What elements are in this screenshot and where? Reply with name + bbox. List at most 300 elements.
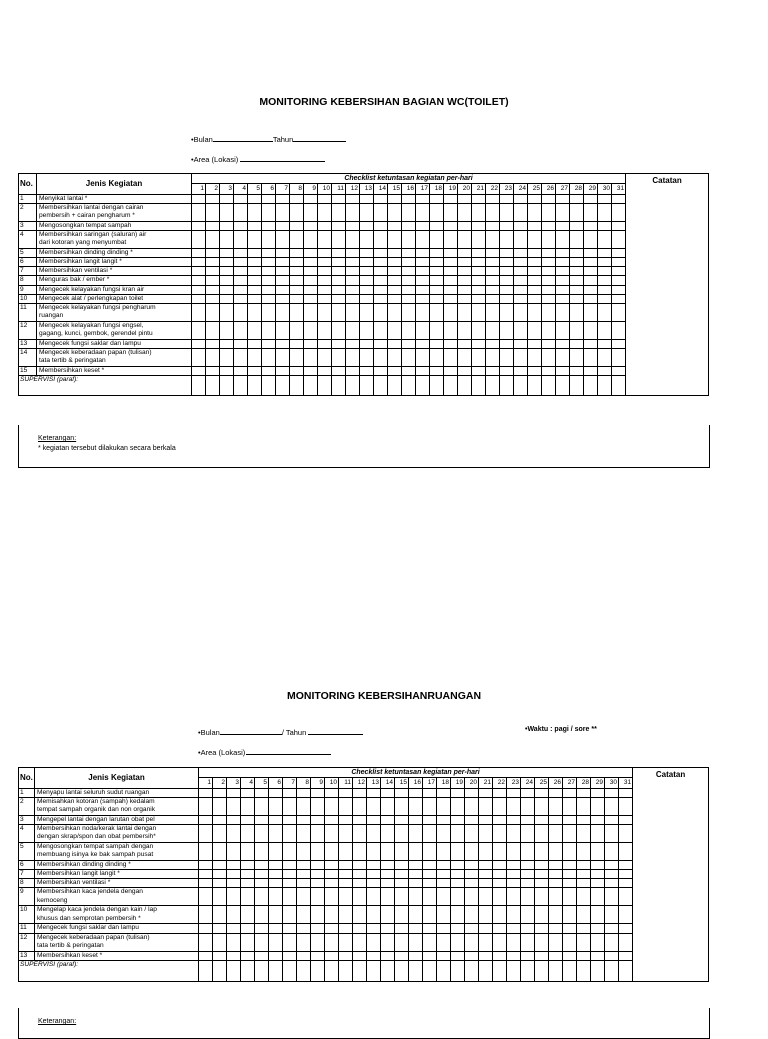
check-cell[interactable] xyxy=(577,861,591,870)
check-cell[interactable] xyxy=(360,267,374,276)
check-cell[interactable] xyxy=(283,906,297,924)
check-cell[interactable] xyxy=(402,321,416,339)
check-cell[interactable] xyxy=(556,285,570,294)
check-cell[interactable] xyxy=(409,870,423,879)
check-cell[interactable] xyxy=(472,366,486,375)
check-cell[interactable] xyxy=(500,303,514,321)
check-cell[interactable] xyxy=(346,285,360,294)
check-cell[interactable] xyxy=(290,258,304,267)
check-cell[interactable] xyxy=(598,204,612,222)
check-cell[interactable] xyxy=(486,231,500,249)
check-cell[interactable] xyxy=(213,906,227,924)
check-cell[interactable] xyxy=(423,789,437,798)
check-cell[interactable] xyxy=(241,816,255,825)
form1-year-input[interactable] xyxy=(293,133,346,142)
check-cell[interactable] xyxy=(423,861,437,870)
check-cell[interactable] xyxy=(234,195,248,204)
check-cell[interactable] xyxy=(549,879,563,888)
check-cell[interactable] xyxy=(563,906,577,924)
check-cell[interactable] xyxy=(332,231,346,249)
check-cell[interactable] xyxy=(605,825,619,843)
check-cell[interactable] xyxy=(388,339,402,348)
check-cell[interactable] xyxy=(374,204,388,222)
check-cell[interactable] xyxy=(262,258,276,267)
check-cell[interactable] xyxy=(339,888,353,906)
check-cell[interactable] xyxy=(486,249,500,258)
check-cell[interactable] xyxy=(206,285,220,294)
check-cell[interactable] xyxy=(311,798,325,816)
check-cell[interactable] xyxy=(367,906,381,924)
check-cell[interactable] xyxy=(458,321,472,339)
check-cell[interactable] xyxy=(395,870,409,879)
check-cell[interactable] xyxy=(591,825,605,843)
check-cell[interactable] xyxy=(619,924,633,933)
check-cell[interactable] xyxy=(318,339,332,348)
check-cell[interactable] xyxy=(542,195,556,204)
check-cell[interactable] xyxy=(542,276,556,285)
check-cell[interactable] xyxy=(360,258,374,267)
check-cell[interactable] xyxy=(248,267,262,276)
check-cell[interactable] xyxy=(409,906,423,924)
check-cell[interactable] xyxy=(332,276,346,285)
check-cell[interactable] xyxy=(255,888,269,906)
check-cell[interactable] xyxy=(304,294,318,303)
check-cell[interactable] xyxy=(528,348,542,366)
check-cell[interactable] xyxy=(304,204,318,222)
check-cell[interactable] xyxy=(325,933,339,951)
check-cell[interactable] xyxy=(332,258,346,267)
check-cell[interactable] xyxy=(192,267,206,276)
check-cell[interactable] xyxy=(388,249,402,258)
check-cell[interactable] xyxy=(598,303,612,321)
check-cell[interactable] xyxy=(430,222,444,231)
check-cell[interactable] xyxy=(556,258,570,267)
signature-cell[interactable] xyxy=(605,960,619,981)
check-cell[interactable] xyxy=(598,366,612,375)
check-cell[interactable] xyxy=(479,843,493,861)
check-cell[interactable] xyxy=(402,294,416,303)
check-cell[interactable] xyxy=(465,870,479,879)
check-cell[interactable] xyxy=(311,825,325,843)
check-cell[interactable] xyxy=(339,798,353,816)
check-cell[interactable] xyxy=(563,798,577,816)
check-cell[interactable] xyxy=(367,861,381,870)
check-cell[interactable] xyxy=(465,888,479,906)
check-cell[interactable] xyxy=(255,906,269,924)
signature-cell[interactable] xyxy=(577,960,591,981)
check-cell[interactable] xyxy=(402,303,416,321)
check-cell[interactable] xyxy=(563,870,577,879)
check-cell[interactable] xyxy=(507,825,521,843)
check-cell[interactable] xyxy=(255,843,269,861)
check-cell[interactable] xyxy=(479,789,493,798)
check-cell[interactable] xyxy=(500,267,514,276)
check-cell[interactable] xyxy=(416,276,430,285)
check-cell[interactable] xyxy=(591,933,605,951)
check-cell[interactable] xyxy=(220,276,234,285)
check-cell[interactable] xyxy=(353,951,367,960)
check-cell[interactable] xyxy=(605,861,619,870)
check-cell[interactable] xyxy=(584,294,598,303)
check-cell[interactable] xyxy=(507,951,521,960)
check-cell[interactable] xyxy=(311,888,325,906)
check-cell[interactable] xyxy=(486,339,500,348)
check-cell[interactable] xyxy=(374,195,388,204)
signature-cell[interactable] xyxy=(528,375,542,395)
check-cell[interactable] xyxy=(402,285,416,294)
check-cell[interactable] xyxy=(311,933,325,951)
check-cell[interactable] xyxy=(388,276,402,285)
check-cell[interactable] xyxy=(535,951,549,960)
check-cell[interactable] xyxy=(584,348,598,366)
signature-cell[interactable] xyxy=(297,960,311,981)
check-cell[interactable] xyxy=(206,204,220,222)
check-cell[interactable] xyxy=(570,204,584,222)
check-cell[interactable] xyxy=(542,249,556,258)
check-cell[interactable] xyxy=(241,843,255,861)
check-cell[interactable] xyxy=(276,303,290,321)
check-cell[interactable] xyxy=(444,348,458,366)
check-cell[interactable] xyxy=(458,303,472,321)
check-cell[interactable] xyxy=(269,861,283,870)
check-cell[interactable] xyxy=(339,870,353,879)
check-cell[interactable] xyxy=(437,933,451,951)
check-cell[interactable] xyxy=(276,276,290,285)
check-cell[interactable] xyxy=(619,879,633,888)
signature-cell[interactable] xyxy=(381,960,395,981)
check-cell[interactable] xyxy=(563,879,577,888)
check-cell[interactable] xyxy=(269,924,283,933)
check-cell[interactable] xyxy=(444,321,458,339)
check-cell[interactable] xyxy=(409,861,423,870)
check-cell[interactable] xyxy=(437,924,451,933)
check-cell[interactable] xyxy=(563,888,577,906)
check-cell[interactable] xyxy=(556,249,570,258)
check-cell[interactable] xyxy=(479,816,493,825)
check-cell[interactable] xyxy=(388,294,402,303)
check-cell[interactable] xyxy=(206,249,220,258)
check-cell[interactable] xyxy=(241,825,255,843)
check-cell[interactable] xyxy=(472,294,486,303)
check-cell[interactable] xyxy=(479,933,493,951)
check-cell[interactable] xyxy=(304,366,318,375)
check-cell[interactable] xyxy=(353,933,367,951)
check-cell[interactable] xyxy=(276,222,290,231)
check-cell[interactable] xyxy=(416,285,430,294)
signature-cell[interactable] xyxy=(262,375,276,395)
check-cell[interactable] xyxy=(612,204,626,222)
check-cell[interactable] xyxy=(402,366,416,375)
check-cell[interactable] xyxy=(360,339,374,348)
check-cell[interactable] xyxy=(479,870,493,879)
check-cell[interactable] xyxy=(353,825,367,843)
check-cell[interactable] xyxy=(199,816,213,825)
check-cell[interactable] xyxy=(374,348,388,366)
check-cell[interactable] xyxy=(290,285,304,294)
check-cell[interactable] xyxy=(388,222,402,231)
check-cell[interactable] xyxy=(598,195,612,204)
check-cell[interactable] xyxy=(493,870,507,879)
check-cell[interactable] xyxy=(241,906,255,924)
check-cell[interactable] xyxy=(402,339,416,348)
check-cell[interactable] xyxy=(332,285,346,294)
check-cell[interactable] xyxy=(528,231,542,249)
check-cell[interactable] xyxy=(339,843,353,861)
check-cell[interactable] xyxy=(360,366,374,375)
check-cell[interactable] xyxy=(248,204,262,222)
check-cell[interactable] xyxy=(465,879,479,888)
check-cell[interactable] xyxy=(465,816,479,825)
check-cell[interactable] xyxy=(577,888,591,906)
check-cell[interactable] xyxy=(584,285,598,294)
check-cell[interactable] xyxy=(514,267,528,276)
check-cell[interactable] xyxy=(353,798,367,816)
check-cell[interactable] xyxy=(514,249,528,258)
check-cell[interactable] xyxy=(283,888,297,906)
check-cell[interactable] xyxy=(199,798,213,816)
check-cell[interactable] xyxy=(248,348,262,366)
check-cell[interactable] xyxy=(458,285,472,294)
check-cell[interactable] xyxy=(241,924,255,933)
check-cell[interactable] xyxy=(437,825,451,843)
check-cell[interactable] xyxy=(353,789,367,798)
check-cell[interactable] xyxy=(290,195,304,204)
check-cell[interactable] xyxy=(591,924,605,933)
check-cell[interactable] xyxy=(220,303,234,321)
check-cell[interactable] xyxy=(374,249,388,258)
check-cell[interactable] xyxy=(220,222,234,231)
check-cell[interactable] xyxy=(276,249,290,258)
check-cell[interactable] xyxy=(591,798,605,816)
check-cell[interactable] xyxy=(269,951,283,960)
check-cell[interactable] xyxy=(332,366,346,375)
check-cell[interactable] xyxy=(367,798,381,816)
check-cell[interactable] xyxy=(535,798,549,816)
signature-cell[interactable] xyxy=(479,960,493,981)
check-cell[interactable] xyxy=(227,951,241,960)
check-cell[interactable] xyxy=(346,366,360,375)
check-cell[interactable] xyxy=(619,816,633,825)
signature-cell[interactable] xyxy=(388,375,402,395)
check-cell[interactable] xyxy=(535,924,549,933)
check-cell[interactable] xyxy=(619,906,633,924)
check-cell[interactable] xyxy=(584,321,598,339)
check-cell[interactable] xyxy=(472,267,486,276)
check-cell[interactable] xyxy=(227,933,241,951)
check-cell[interactable] xyxy=(346,294,360,303)
signature-cell[interactable] xyxy=(598,375,612,395)
check-cell[interactable] xyxy=(570,276,584,285)
check-cell[interactable] xyxy=(458,195,472,204)
check-cell[interactable] xyxy=(486,366,500,375)
check-cell[interactable] xyxy=(444,195,458,204)
check-cell[interactable] xyxy=(563,843,577,861)
check-cell[interactable] xyxy=(493,879,507,888)
check-cell[interactable] xyxy=(521,888,535,906)
check-cell[interactable] xyxy=(591,951,605,960)
check-cell[interactable] xyxy=(318,285,332,294)
check-cell[interactable] xyxy=(220,285,234,294)
check-cell[interactable] xyxy=(598,222,612,231)
check-cell[interactable] xyxy=(507,816,521,825)
check-cell[interactable] xyxy=(528,267,542,276)
check-cell[interactable] xyxy=(374,294,388,303)
check-cell[interactable] xyxy=(276,285,290,294)
check-cell[interactable] xyxy=(304,258,318,267)
check-cell[interactable] xyxy=(192,195,206,204)
check-cell[interactable] xyxy=(255,879,269,888)
check-cell[interactable] xyxy=(269,843,283,861)
check-cell[interactable] xyxy=(206,258,220,267)
check-cell[interactable] xyxy=(276,231,290,249)
check-cell[interactable] xyxy=(276,321,290,339)
check-cell[interactable] xyxy=(304,303,318,321)
check-cell[interactable] xyxy=(570,366,584,375)
check-cell[interactable] xyxy=(395,843,409,861)
check-cell[interactable] xyxy=(528,285,542,294)
check-cell[interactable] xyxy=(199,879,213,888)
check-cell[interactable] xyxy=(304,321,318,339)
check-cell[interactable] xyxy=(248,258,262,267)
check-cell[interactable] xyxy=(521,906,535,924)
check-cell[interactable] xyxy=(353,879,367,888)
check-cell[interactable] xyxy=(423,870,437,879)
check-cell[interactable] xyxy=(360,195,374,204)
check-cell[interactable] xyxy=(304,231,318,249)
check-cell[interactable] xyxy=(535,870,549,879)
check-cell[interactable] xyxy=(360,276,374,285)
check-cell[interactable] xyxy=(451,861,465,870)
check-cell[interactable] xyxy=(269,798,283,816)
check-cell[interactable] xyxy=(402,348,416,366)
check-cell[interactable] xyxy=(318,303,332,321)
check-cell[interactable] xyxy=(598,267,612,276)
check-cell[interactable] xyxy=(283,951,297,960)
check-cell[interactable] xyxy=(416,267,430,276)
check-cell[interactable] xyxy=(584,276,598,285)
check-cell[interactable] xyxy=(318,249,332,258)
check-cell[interactable] xyxy=(612,267,626,276)
check-cell[interactable] xyxy=(276,267,290,276)
check-cell[interactable] xyxy=(325,906,339,924)
check-cell[interactable] xyxy=(535,933,549,951)
form2-area-input[interactable] xyxy=(246,746,331,755)
check-cell[interactable] xyxy=(325,861,339,870)
check-cell[interactable] xyxy=(563,933,577,951)
check-cell[interactable] xyxy=(556,204,570,222)
check-cell[interactable] xyxy=(486,303,500,321)
check-cell[interactable] xyxy=(199,906,213,924)
check-cell[interactable] xyxy=(213,879,227,888)
check-cell[interactable] xyxy=(220,267,234,276)
check-cell[interactable] xyxy=(227,825,241,843)
check-cell[interactable] xyxy=(514,204,528,222)
check-cell[interactable] xyxy=(612,222,626,231)
check-cell[interactable] xyxy=(283,870,297,879)
signature-cell[interactable] xyxy=(486,375,500,395)
check-cell[interactable] xyxy=(556,366,570,375)
check-cell[interactable] xyxy=(570,303,584,321)
check-cell[interactable] xyxy=(612,303,626,321)
check-cell[interactable] xyxy=(430,276,444,285)
check-cell[interactable] xyxy=(220,258,234,267)
check-cell[interactable] xyxy=(423,933,437,951)
check-cell[interactable] xyxy=(479,798,493,816)
check-cell[interactable] xyxy=(395,888,409,906)
check-cell[interactable] xyxy=(262,294,276,303)
check-cell[interactable] xyxy=(374,303,388,321)
check-cell[interactable] xyxy=(430,249,444,258)
check-cell[interactable] xyxy=(199,825,213,843)
check-cell[interactable] xyxy=(374,321,388,339)
check-cell[interactable] xyxy=(206,276,220,285)
check-cell[interactable] xyxy=(297,906,311,924)
check-cell[interactable] xyxy=(262,249,276,258)
check-cell[interactable] xyxy=(444,231,458,249)
check-cell[interactable] xyxy=(227,906,241,924)
check-cell[interactable] xyxy=(507,906,521,924)
check-cell[interactable] xyxy=(255,825,269,843)
check-cell[interactable] xyxy=(556,231,570,249)
signature-cell[interactable] xyxy=(563,960,577,981)
check-cell[interactable] xyxy=(374,267,388,276)
check-cell[interactable] xyxy=(458,294,472,303)
check-cell[interactable] xyxy=(213,825,227,843)
check-cell[interactable] xyxy=(206,303,220,321)
check-cell[interactable] xyxy=(318,348,332,366)
check-cell[interactable] xyxy=(269,870,283,879)
check-cell[interactable] xyxy=(346,321,360,339)
check-cell[interactable] xyxy=(325,816,339,825)
check-cell[interactable] xyxy=(395,906,409,924)
check-cell[interactable] xyxy=(549,843,563,861)
check-cell[interactable] xyxy=(325,924,339,933)
check-cell[interactable] xyxy=(542,366,556,375)
signature-cell[interactable] xyxy=(409,960,423,981)
check-cell[interactable] xyxy=(409,816,423,825)
check-cell[interactable] xyxy=(192,249,206,258)
check-cell[interactable] xyxy=(248,294,262,303)
check-cell[interactable] xyxy=(381,843,395,861)
check-cell[interactable] xyxy=(416,222,430,231)
check-cell[interactable] xyxy=(262,303,276,321)
check-cell[interactable] xyxy=(556,303,570,321)
form2-year-input[interactable] xyxy=(308,726,363,735)
check-cell[interactable] xyxy=(528,339,542,348)
check-cell[interactable] xyxy=(521,825,535,843)
check-cell[interactable] xyxy=(591,870,605,879)
check-cell[interactable] xyxy=(570,258,584,267)
check-cell[interactable] xyxy=(206,321,220,339)
check-cell[interactable] xyxy=(388,267,402,276)
check-cell[interactable] xyxy=(514,276,528,285)
check-cell[interactable] xyxy=(234,231,248,249)
check-cell[interactable] xyxy=(220,249,234,258)
check-cell[interactable] xyxy=(535,843,549,861)
check-cell[interactable] xyxy=(192,348,206,366)
check-cell[interactable] xyxy=(304,276,318,285)
check-cell[interactable] xyxy=(325,888,339,906)
check-cell[interactable] xyxy=(255,933,269,951)
check-cell[interactable] xyxy=(297,798,311,816)
check-cell[interactable] xyxy=(213,789,227,798)
check-cell[interactable] xyxy=(514,195,528,204)
check-cell[interactable] xyxy=(437,816,451,825)
check-cell[interactable] xyxy=(444,303,458,321)
check-cell[interactable] xyxy=(591,888,605,906)
check-cell[interactable] xyxy=(563,825,577,843)
check-cell[interactable] xyxy=(388,303,402,321)
